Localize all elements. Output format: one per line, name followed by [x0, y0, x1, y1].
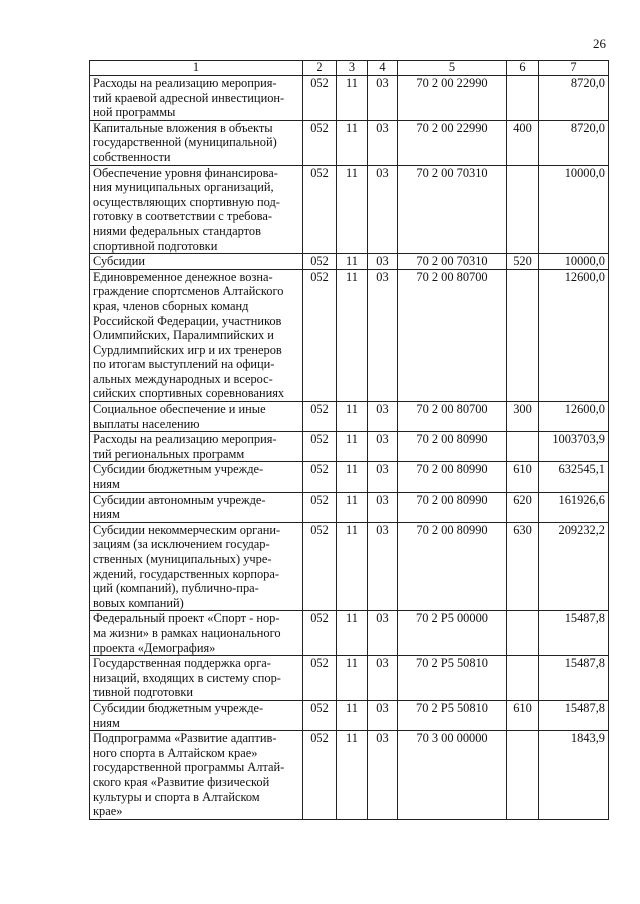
column-header-4: 4: [368, 61, 398, 76]
ministry-code-cell: 052: [303, 611, 337, 656]
expense-type-cell: [507, 731, 539, 820]
ministry-code-cell: 052: [303, 522, 337, 611]
column-header-2: 2: [303, 61, 337, 76]
section-code-cell: 11: [337, 254, 368, 270]
target-article-cell: 70 2 00 80700: [398, 402, 507, 432]
ministry-code-cell: 052: [303, 402, 337, 432]
table-row: [90, 656, 609, 701]
column-header-1: 1: [90, 61, 303, 76]
expense-name-cell: Субсидии бюджетным учрежде- ниям: [90, 700, 303, 730]
expense-type-cell: 630: [507, 522, 539, 611]
subsection-code-cell: 03: [368, 492, 398, 522]
target-article-cell: 70 2 00 80990: [398, 492, 507, 522]
table-row: [90, 462, 609, 492]
ministry-code-cell: 052: [303, 120, 337, 165]
subsection-code-cell: 03: [368, 120, 398, 165]
section-code-cell: 11: [337, 462, 368, 492]
expense-type-cell: 300: [507, 402, 539, 432]
table-row: [90, 76, 609, 121]
amount-cell: 15487,8: [539, 611, 609, 656]
expense-name-cell: Социальное обеспечение и иные выплаты населению: [90, 402, 303, 432]
expense-name-cell: Обеспечение уровня финансирова- ния муниципальных организаций, осуществляющих спортивную под- готовку в соответствии с требова- ниями федеральных стандартов спортивной подготовки: [90, 165, 303, 254]
expense-name-cell: Капитальные вложения в объекты государственной (муниципальной) собственности: [90, 120, 303, 165]
target-article-cell: 70 2 P5 50810: [398, 700, 507, 730]
target-article-cell: 70 2 P5 50810: [398, 656, 507, 701]
ministry-code-cell: 052: [303, 492, 337, 522]
target-article-cell: 70 2 00 80990: [398, 462, 507, 492]
expense-name-cell: Субсидии некоммерческим органи- зациям (за исключением государ- ственных (муниципальных) учре- ждений, государственных корпора- ций (компаний), публично-пра- вовых компаний): [90, 522, 303, 611]
target-article-cell: 70 2 00 22990: [398, 76, 507, 121]
target-article-cell: 70 2 00 80990: [398, 522, 507, 611]
section-code-cell: 11: [337, 120, 368, 165]
ministry-code-cell: 052: [303, 656, 337, 701]
amount-cell: 15487,8: [539, 700, 609, 730]
amount-cell: 12600,0: [539, 402, 609, 432]
expense-type-cell: [507, 165, 539, 254]
expense-name-cell: Субсидии автономным учрежде- ниям: [90, 492, 303, 522]
target-article-cell: 70 2 00 80700: [398, 269, 507, 401]
expense-name-cell: Субсидии бюджетным учрежде- ниям: [90, 462, 303, 492]
expense-type-cell: 400: [507, 120, 539, 165]
target-article-cell: 70 2 00 70310: [398, 165, 507, 254]
table-row: [90, 120, 609, 165]
section-code-cell: 11: [337, 269, 368, 401]
amount-cell: 161926,6: [539, 492, 609, 522]
ministry-code-cell: 052: [303, 254, 337, 270]
table-body: [90, 76, 609, 820]
subsection-code-cell: 03: [368, 254, 398, 270]
ministry-code-cell: 052: [303, 165, 337, 254]
section-code-cell: 11: [337, 76, 368, 121]
target-article-cell: 70 2 00 80990: [398, 432, 507, 462]
subsection-code-cell: 03: [368, 462, 398, 492]
expense-type-cell: [507, 432, 539, 462]
ministry-code-cell: 052: [303, 731, 337, 820]
column-header-6: 6: [507, 61, 539, 76]
expense-name-cell: Единовременное денежное возна- граждение спортсменов Алтайского края, членов сборных команд Российской Федерации, участников Олимпийских, Паралимпийских и Сурдлимпийских игр и их тренеров по итогам выступлений на офици- альных международных и всерос- сийских спортивных соревнованиях: [90, 269, 303, 401]
section-code-cell: 11: [337, 522, 368, 611]
expense-name-cell: Государственная поддержка орга- низаций, входящих в систему спор- тивной подготовки: [90, 656, 303, 701]
amount-cell: 8720,0: [539, 76, 609, 121]
section-code-cell: 11: [337, 492, 368, 522]
table-header-row: [90, 61, 609, 76]
target-article-cell: 70 3 00 00000: [398, 731, 507, 820]
section-code-cell: 11: [337, 656, 368, 701]
section-code-cell: 11: [337, 731, 368, 820]
section-code-cell: 11: [337, 402, 368, 432]
amount-cell: 632545,1: [539, 462, 609, 492]
section-code-cell: 11: [337, 165, 368, 254]
budget-table: [89, 60, 609, 820]
table-row: [90, 165, 609, 254]
subsection-code-cell: 03: [368, 700, 398, 730]
amount-cell: 1003703,9: [539, 432, 609, 462]
ministry-code-cell: 052: [303, 76, 337, 121]
subsection-code-cell: 03: [368, 432, 398, 462]
expense-name-cell: Субсидии: [90, 254, 303, 270]
ministry-code-cell: 052: [303, 700, 337, 730]
expense-type-cell: 610: [507, 462, 539, 492]
expense-type-cell: [507, 656, 539, 701]
expense-name-cell: Подпрограмма «Развитие адаптив- ного спорта в Алтайском крае» государственной программы Алтай- ского края «Развитие физической культуры и спорта в Алтайском крае»: [90, 731, 303, 820]
subsection-code-cell: 03: [368, 165, 398, 254]
table-row: [90, 254, 609, 270]
table-row: [90, 611, 609, 656]
table-row: [90, 522, 609, 611]
subsection-code-cell: 03: [368, 76, 398, 121]
amount-cell: 12600,0: [539, 269, 609, 401]
expense-name-cell: Федеральный проект «Спорт - нор- ма жизни» в рамках национального проекта «Демография»: [90, 611, 303, 656]
section-code-cell: 11: [337, 432, 368, 462]
section-code-cell: 11: [337, 700, 368, 730]
subsection-code-cell: 03: [368, 269, 398, 401]
table-row: [90, 700, 609, 730]
expense-type-cell: [507, 76, 539, 121]
subsection-code-cell: 03: [368, 522, 398, 611]
target-article-cell: 70 2 P5 00000: [398, 611, 507, 656]
column-header-7: 7: [539, 61, 609, 76]
expense-type-cell: 610: [507, 700, 539, 730]
expense-type-cell: [507, 269, 539, 401]
ministry-code-cell: 052: [303, 269, 337, 401]
page-number: 26: [593, 36, 606, 51]
subsection-code-cell: 03: [368, 611, 398, 656]
subsection-code-cell: 03: [368, 731, 398, 820]
amount-cell: 8720,0: [539, 120, 609, 165]
table-row: [90, 492, 609, 522]
column-header-3: 3: [337, 61, 368, 76]
table-row: [90, 731, 609, 820]
amount-cell: 1843,9: [539, 731, 609, 820]
expense-type-cell: 520: [507, 254, 539, 270]
ministry-code-cell: 052: [303, 432, 337, 462]
expense-type-cell: [507, 611, 539, 656]
ministry-code-cell: 052: [303, 462, 337, 492]
amount-cell: 209232,2: [539, 522, 609, 611]
subsection-code-cell: 03: [368, 656, 398, 701]
section-code-cell: 11: [337, 611, 368, 656]
table-row: [90, 432, 609, 462]
amount-cell: 15487,8: [539, 656, 609, 701]
subsection-code-cell: 03: [368, 402, 398, 432]
expense-name-cell: Расходы на реализацию мероприя- тий региональных программ: [90, 432, 303, 462]
target-article-cell: 70 2 00 22990: [398, 120, 507, 165]
amount-cell: 10000,0: [539, 254, 609, 270]
table-row: [90, 402, 609, 432]
column-header-5: 5: [398, 61, 507, 76]
amount-cell: 10000,0: [539, 165, 609, 254]
target-article-cell: 70 2 00 70310: [398, 254, 507, 270]
expense-type-cell: 620: [507, 492, 539, 522]
expense-name-cell: Расходы на реализацию мероприя- тий краевой адресной инвестицион- ной программы: [90, 76, 303, 121]
table-row: [90, 269, 609, 401]
